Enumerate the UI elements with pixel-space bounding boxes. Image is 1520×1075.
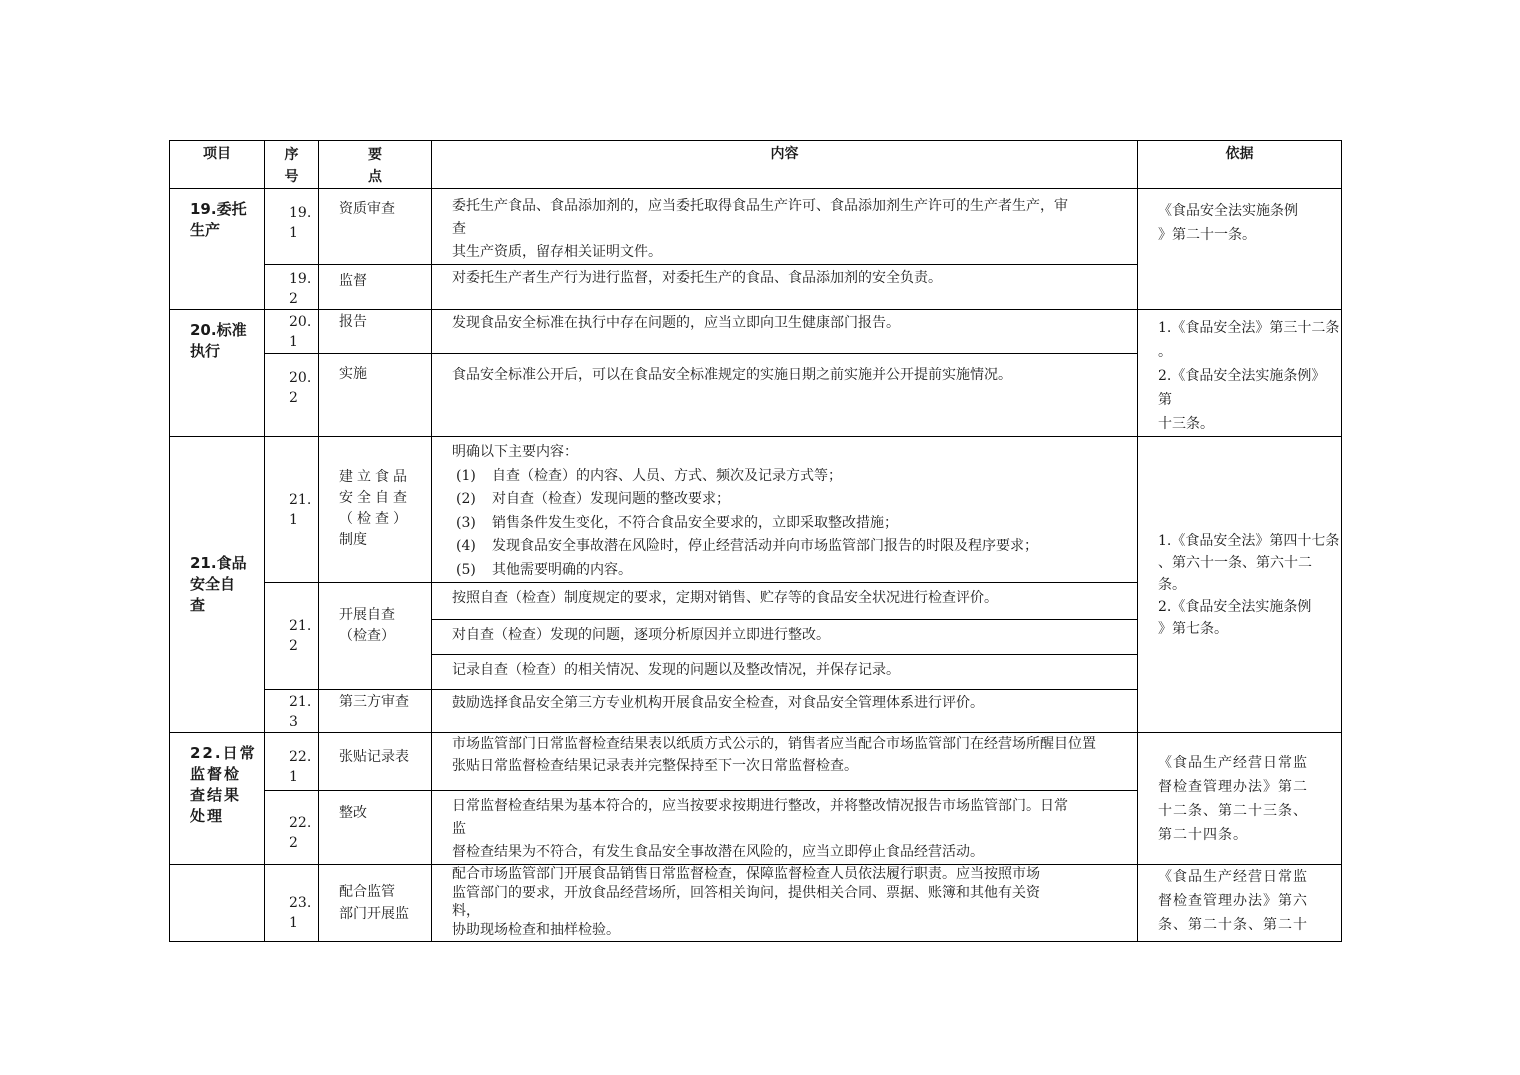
project-cell-23 [170, 865, 265, 942]
content-cell: 鼓励选择食品安全第三方专业机构开展食品安全检查，对食品安全管理体系进行评价。 [432, 690, 1138, 733]
table-row [170, 437, 1342, 583]
header-content: 内容 [432, 141, 1138, 189]
content-cell: 日常监督检查结果为基本符合的，应当按要求按期进行整改，并将整改情况报告市场监管部门。日常 监 督检查结果为不符合，有发生食品安全事故潜在风险的，应当立即停止食品经营活动。 [432, 791, 1138, 865]
header-project: 项目 [170, 141, 265, 189]
seq-cell: 21. 1 [265, 437, 319, 583]
content-cell: 按照自查（检查）制度规定的要求，定期对销售、贮存等的食品安全状况进行检查评价。 [432, 583, 1138, 620]
key-cell: 报告 [319, 310, 432, 354]
key-cell: 资质审查 [319, 189, 432, 265]
list-item: (4) 发现食品安全事故潜在风险时，停止经营活动并向市场监管部门报告的时限及程序要求； [456, 538, 1038, 554]
content-cell: 发现食品安全标准在执行中存在问题的，应当立即向卫生健康部门报告。 [432, 310, 1138, 354]
project-cell-20: 20.标准 执行 [170, 310, 265, 437]
table-row [170, 189, 1342, 265]
seq-cell: 23. 1 [265, 865, 319, 942]
key-cell: 张贴记录表 [319, 733, 432, 791]
table-row [170, 733, 1342, 791]
key-cell: 配合监管 部门开展监 [319, 865, 432, 942]
list-item: (2) 对自查（检查）发现问题的整改要求； [456, 491, 730, 507]
seq-cell: 21. 3 [265, 690, 319, 733]
seq-cell: 22. 1 [265, 733, 319, 791]
table-row [170, 310, 1342, 354]
content-cell: 对自查（检查）发现的问题，逐项分析原因并立即进行整改。 [432, 620, 1138, 655]
list-item: (1) 自查（检查）的内容、人员、方式、频次及记录方式等； [456, 467, 842, 484]
content-cell: 食品安全标准公开后，可以在食品安全标准规定的实施日期之前实施并公开提前实施情况。 [432, 354, 1138, 437]
content-cell [432, 437, 1138, 583]
basis-cell-23: 《食品生产经营日常监 督检查管理办法》第六 条、第二十条、第二十 [1138, 865, 1342, 942]
project-cell-22: 22.日常 监督检 查结果 处理 [170, 733, 265, 865]
header-basis: 依据 [1138, 141, 1342, 189]
list-item: (3) 销售条件发生变化，不符合食品安全要求的，立即采取整改措施； [456, 514, 898, 531]
seq-cell: 20. 1 [265, 310, 319, 354]
content-cell: 委托生产食品、食品添加剂的，应当委托取得食品生产许可、食品添加剂生产许可的生产者生产，审 查 其生产资质，留存相关证明文件。 [432, 189, 1138, 265]
key-cell: 第三方审查 [319, 690, 432, 733]
content-cell: 市场监管部门日常监督检查结果表以纸质方式公示的，销售者应当配合市场监管部门在经营场所醒目位置 张贴日常监督检查结果记录表并完整保持至下一次日常监督检查。 [432, 733, 1138, 791]
content-cell: 对委托生产者生产行为进行监督，对委托生产的食品、食品添加剂的安全负责。 [432, 265, 1138, 310]
seq-cell: 19. 2 [265, 265, 319, 310]
key-cell: 开展自查 （检查） [319, 583, 432, 690]
list-item: (5) 其他需要明确的内容。 [456, 561, 632, 578]
content-cell: 配合市场监管部门开展食品销售日常监督检查，保障监督检查人员依法履行职责。应当按照市场 监管部门的要求，开放食品经营场所，回答相关询问，提供相关合同、票据、账簿和其他有关资 料， 协助现场检查和抽样检验。 [432, 865, 1138, 942]
basis-cell-19: 《食品安全法实施条例 》第二十一条。 [1138, 189, 1342, 310]
content-cell: 记录自查（检查）的相关情况、发现的问题以及整改情况，并保存记录。 [432, 655, 1138, 690]
key-cell: 建立食品 安全自查 （检查） 制度 [319, 437, 432, 583]
intro-text: 明确以下主要内容： [452, 444, 578, 460]
basis-cell-22: 《食品生产经营日常监 督检查管理办法》第二 十二条、第二十三条、 第二十四条。 [1138, 733, 1342, 865]
header-row [170, 141, 1342, 189]
key-cell: 监督 [319, 265, 432, 310]
seq-cell: 20. 2 [265, 354, 319, 437]
header-key: 要 点 [319, 141, 432, 189]
project-cell-21: 21.食品 安全自 查 [170, 437, 265, 733]
project-cell-19: 19.委托 生产 [170, 189, 265, 310]
seq-cell: 19. 1 [265, 189, 319, 265]
basis-cell-21: 1.《食品安全法》第四十七条 、第六十一条、第六十二 条。 2.《食品安全法实施条例 》第七条。 [1138, 437, 1342, 733]
header-seq: 序 号 [265, 141, 319, 189]
key-cell: 整改 [319, 791, 432, 865]
seq-cell: 22. 2 [265, 791, 319, 865]
table-row [170, 865, 1342, 942]
seq-cell: 21. 2 [265, 583, 319, 690]
basis-cell-20: 1.《食品安全法》第三十二条 。 2.《食品安全法实施条例》 第 十三条。 [1138, 310, 1342, 437]
inspection-table [169, 140, 1342, 942]
key-cell: 实施 [319, 354, 432, 437]
